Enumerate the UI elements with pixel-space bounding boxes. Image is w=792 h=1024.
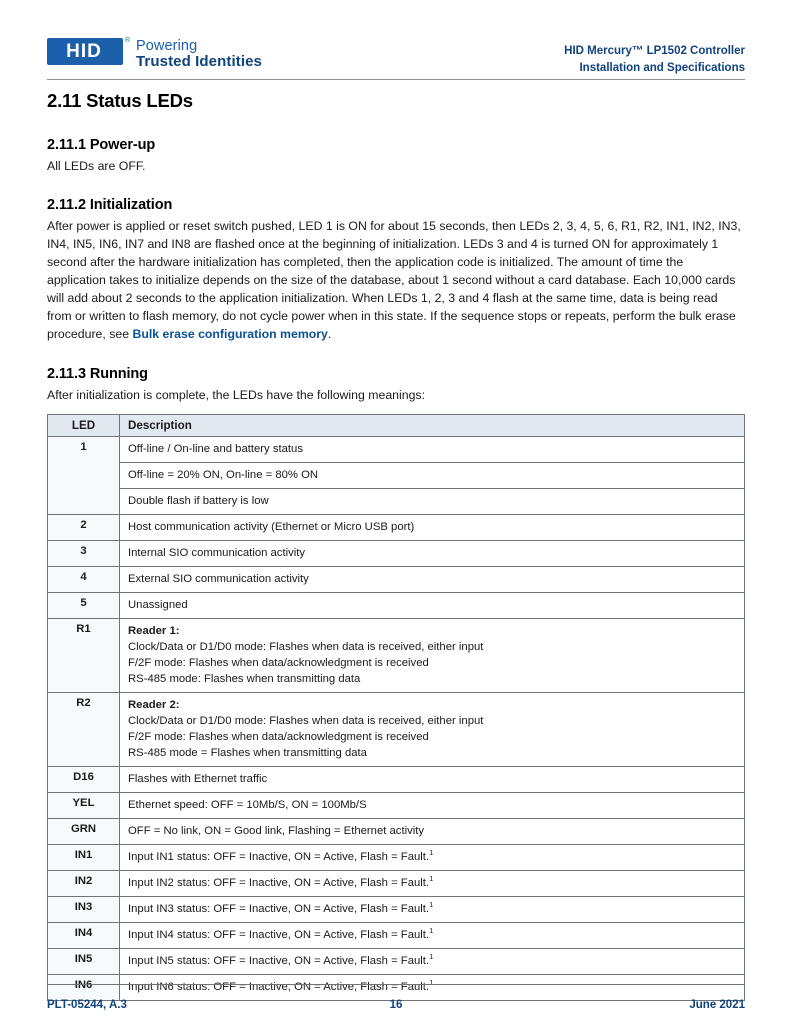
cell-led-description — [120, 897, 745, 923]
cell-led-description — [120, 819, 745, 845]
registered-trademark-icon: ® — [124, 37, 130, 44]
cell-led-description — [120, 618, 745, 692]
cell-led-name: IN4 — [48, 923, 120, 949]
brand-block — [47, 38, 262, 71]
cell-led-name: YEL — [48, 793, 120, 819]
description-line: Input IN1 status: OFF = Inactive, ON = Active, Flash = Fault.$^1$ — [128, 848, 434, 864]
description-line: RS-485 mode = Flashes when transmitting data — [128, 747, 367, 759]
page-footer — [47, 999, 745, 1011]
cell-led-name: IN1 — [48, 845, 120, 871]
table-row — [48, 767, 745, 793]
table-row — [48, 897, 745, 923]
table-row — [48, 819, 745, 845]
description-line: Clock/Data or D1/D0 mode: Flashes when data is received, either input — [128, 640, 484, 653]
cell-led-name: 4 — [48, 566, 120, 592]
footnote-marker: 1 — [429, 978, 434, 988]
tagline-line-1: Powering — [136, 38, 198, 54]
footnote-marker: 1 — [429, 874, 434, 884]
table-row — [48, 488, 745, 514]
heading-initialization: 2.11.2 Initialization — [47, 197, 173, 214]
paragraph-power-up: All LEDs are OFF. — [47, 159, 146, 173]
column-header-description: Description — [120, 414, 745, 436]
cell-led-description — [120, 975, 745, 1001]
status-led-table — [47, 414, 745, 1002]
description-line: Clock/Data or D1/D0 mode: Flashes when data is received, either input — [128, 714, 484, 727]
description-line: Input IN5 status: OFF = Inactive, ON = Active, Flash = Fault.$^1$ — [128, 952, 434, 968]
description-line: External SIO communication activity — [128, 572, 309, 585]
table-row — [48, 793, 745, 819]
brand-tagline — [136, 38, 262, 71]
paragraph-running: After initialization is complete, the LEDs have the following meanings: — [47, 387, 425, 402]
cell-led-description — [120, 436, 745, 462]
table-head — [48, 414, 745, 436]
cell-led-name: GRN — [48, 819, 120, 845]
heading-power-up: 2.11.1 Power-up — [47, 137, 156, 153]
cell-led-description — [120, 540, 745, 566]
cell-led-description — [120, 793, 745, 819]
table-row — [48, 975, 745, 1001]
init-text-after-link: . — [327, 327, 332, 342]
tagline-line-2: Trusted Identities — [136, 53, 262, 71]
header-divider — [47, 79, 745, 80]
table-row — [48, 540, 745, 566]
table-header-row — [48, 414, 745, 436]
description-line: Host communication activity (Ethernet or Micro USB port) — [128, 520, 415, 533]
footnote-marker: 1 — [429, 900, 434, 910]
paragraph-initialization — [47, 217, 745, 343]
cell-led-name: 3 — [48, 540, 120, 566]
table-row — [48, 618, 745, 692]
cell-led-description — [120, 592, 745, 618]
table-row — [48, 592, 745, 618]
description-line: F/2F mode: Flashes when data/acknowledgment is received — [128, 730, 429, 743]
hid-logo-text: HID — [66, 41, 102, 62]
table-row — [48, 462, 745, 488]
cell-led-description — [120, 488, 745, 514]
description-line: OFF = No link, ON = Good link, Flashing = Ethernet activity — [128, 825, 425, 838]
table-row — [48, 845, 745, 871]
description-line: Input IN3 status: OFF = Inactive, ON = Active, Flash = Fault.$^1$ — [128, 900, 434, 916]
description-line: Ethernet speed: OFF = 10Mb/S, ON = 100Mb/S — [128, 799, 367, 812]
cell-led-description — [120, 767, 745, 793]
cell-led-name: 2 — [48, 514, 120, 540]
description-line: Off-line = 20% ON, On-line = 80% ON — [128, 468, 319, 481]
cell-led-description — [120, 566, 745, 592]
page-title: 2.11 Status LEDs — [47, 90, 193, 111]
page-header — [47, 38, 745, 74]
cell-led-name: IN5 — [48, 949, 120, 975]
cell-led-name: IN2 — [48, 871, 120, 897]
footer-document-number: PLT-05244, A.3 — [47, 999, 127, 1011]
cell-led-description — [120, 871, 745, 897]
description-line: Internal SIO communication activity — [128, 546, 306, 559]
cell-led-name: R1 — [48, 618, 120, 692]
page-content — [47, 90, 745, 1001]
table-row — [48, 566, 745, 592]
heading-running: 2.11.3 Running — [47, 365, 148, 382]
document-title-line-2: Installation and Specifications — [579, 61, 745, 74]
cell-led-description — [120, 949, 745, 975]
cell-led-description — [120, 845, 745, 871]
description-line: Reader 1: — [128, 624, 180, 637]
cell-led-name: IN6 — [48, 975, 120, 1001]
description-line: Input IN6 status: OFF = Inactive, ON = Active, Flash = Fault.$^1$ — [128, 978, 434, 994]
footer-divider — [47, 984, 745, 985]
cell-led-name: IN3 — [48, 897, 120, 923]
hid-logo — [47, 37, 130, 65]
column-header-led: LED — [48, 414, 120, 436]
description-line: Off-line / On-line and battery status — [128, 442, 303, 455]
description-line: Flashes with Ethernet traffic — [128, 773, 268, 786]
document-title-line-1: HID Mercury™ LP1502 Controller — [564, 45, 745, 57]
cell-led-description — [120, 692, 745, 766]
table-row — [48, 692, 745, 766]
footnote-marker: 1 — [429, 926, 434, 936]
table-row — [48, 436, 745, 462]
footnote-marker: 1 — [429, 848, 434, 858]
table-row — [48, 871, 745, 897]
cell-led-description — [120, 923, 745, 949]
table-row — [48, 949, 745, 975]
table-row — [48, 514, 745, 540]
cell-led-name: D16 — [48, 767, 120, 793]
cell-led-description — [120, 514, 745, 540]
cell-led-description — [120, 462, 745, 488]
cell-led-name: R2 — [48, 692, 120, 766]
cell-led-name: 5 — [48, 592, 120, 618]
footnote-marker: 1 — [429, 952, 434, 962]
description-line: RS-485 mode: Flashes when transmitting data — [128, 672, 361, 685]
description-line: Input IN4 status: OFF = Inactive, ON = Active, Flash = Fault.$^1$ — [128, 926, 434, 942]
table-body — [48, 436, 745, 1001]
bulk-erase-link[interactable]: Bulk erase configuration memory — [132, 327, 328, 342]
footer-page-number: 16 — [389, 999, 403, 1011]
init-text-before-link: After power is applied or reset switch pushed, LED 1 is ON for about 15 seconds, then LEDs 2, 3, 4, 5, 6, R1, R2, IN1, IN2, IN3, IN4, IN5, IN6, IN7 and IN8 are flashed once at the beginning of initialization. LEDs 3 and 4 is turned ON for approximately 1 second after the hardware initialization has completed, then the application code is initialized. The amount of time the application takes to initialize depends on the size of the database, about 1 second without a card database. Each 10,000 cards will add about 2 seconds to the application initialization. When LEDs 1, 2, 3 and 4 flash at the same time, data is being read from or written to flash memory, do not cycle power when in this state. If the sequence stops or repeats, perform the bulk erase procedure, see — [47, 219, 741, 342]
description-line: Reader 2: — [128, 698, 180, 711]
description-line: Double flash if battery is low — [128, 494, 269, 507]
table-row — [48, 923, 745, 949]
document-title — [564, 43, 745, 76]
cell-led-name: 1 — [48, 436, 120, 514]
description-line: Input IN2 status: OFF = Inactive, ON = Active, Flash = Fault.$^1$ — [128, 874, 434, 890]
description-line: Unassigned — [128, 598, 188, 611]
footer-date: June 2021 — [689, 999, 745, 1011]
description-line: F/2F mode: Flashes when data/acknowledgment is received — [128, 656, 429, 669]
